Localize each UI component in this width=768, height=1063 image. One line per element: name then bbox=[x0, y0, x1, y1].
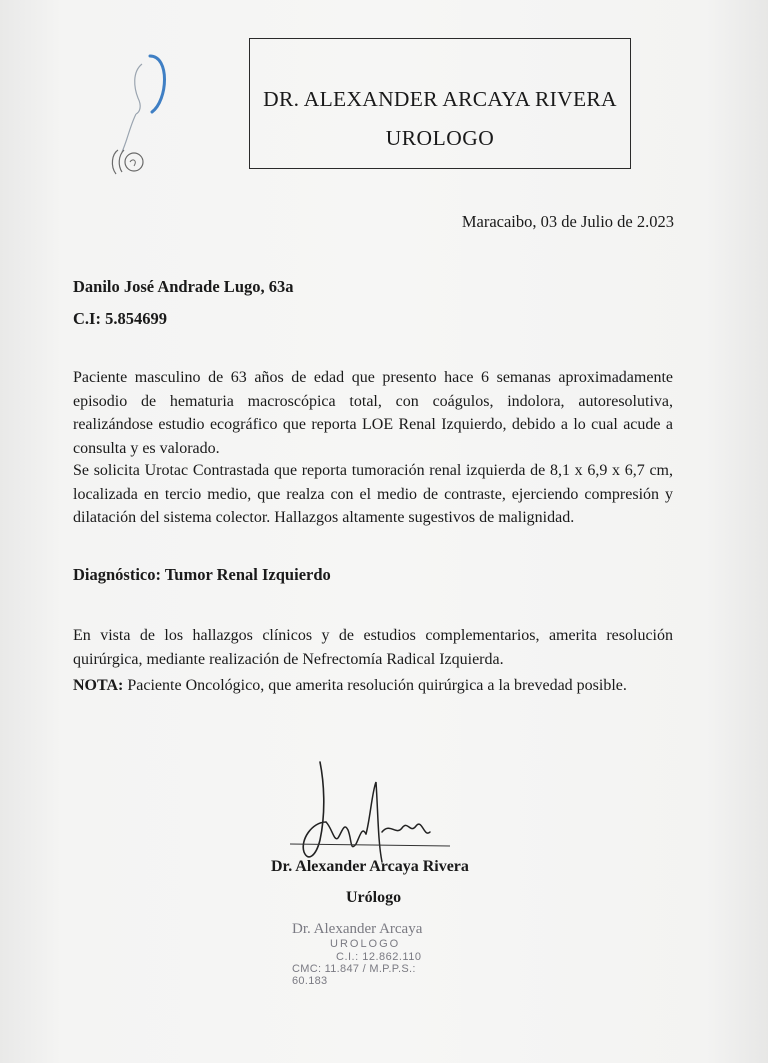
patient-id: C.I: 5.854699 bbox=[73, 309, 167, 328]
signature-name: Dr. Alexander Arcaya Rivera bbox=[271, 858, 469, 875]
stamp-name: Dr. Alexander Arcaya bbox=[292, 921, 423, 937]
date-line: Maracaibo, 03 de Julio de 2.023 bbox=[461, 212, 674, 231]
note-label: NOTA: bbox=[73, 677, 124, 694]
signature-title: Urólogo bbox=[346, 889, 402, 906]
stamp-ci: C.I.: 12.862.110 bbox=[336, 951, 422, 963]
patient-name: Danilo José Andrade Lugo, 63a bbox=[73, 277, 294, 296]
specialty-header: UROLOGO bbox=[385, 126, 495, 150]
diagnosis-line: Diagnóstico: Tumor Renal Izquierdo bbox=[73, 565, 331, 584]
note-line bbox=[73, 677, 627, 695]
letterhead-box bbox=[249, 38, 631, 169]
stamp-cmc: CMC: 11.847 / M.P.P.S.: 60.183 bbox=[292, 963, 416, 987]
note-text: Paciente Oncológico, que amerita resolución quirúrgica a la brevedad posible. bbox=[127, 677, 627, 694]
stamp-title: UROLOGO bbox=[330, 938, 401, 950]
doctor-stamp bbox=[288, 917, 453, 987]
paragraph-recommendation: En vista de los hallazgos clínicos y de estudios complementarios, amerita resolución quirúrgica, mediante realización de Nefrectomía Radical Izquierda. bbox=[73, 627, 673, 668]
paragraph-findings: Se solicita Urotac Contrastada que reporta tumoración renal izquierda de 8,1 x 6,9 x 6,7 cm, localizada en tercio medio, que realza con el medio de contraste, ejerciendo compresión y dilatación del sistema colector. Hallazgos altamente sugestivos de malignidad. bbox=[73, 462, 673, 526]
urology-logo-icon bbox=[88, 42, 188, 192]
paragraph-history: Paciente masculino de 63 años de edad que presento hace 6 semanas aproximadamente episodio de hematuria macroscópica total, con coágulos, indolora, autoresolutiva, realizándose estudio ecográfico que reporta LOE Renal Izquierdo, debido a lo cual acude a consulta y es valorado. bbox=[73, 369, 673, 457]
doctor-name-header: DR. ALEXANDER ARCAYA RIVERA bbox=[263, 87, 617, 111]
